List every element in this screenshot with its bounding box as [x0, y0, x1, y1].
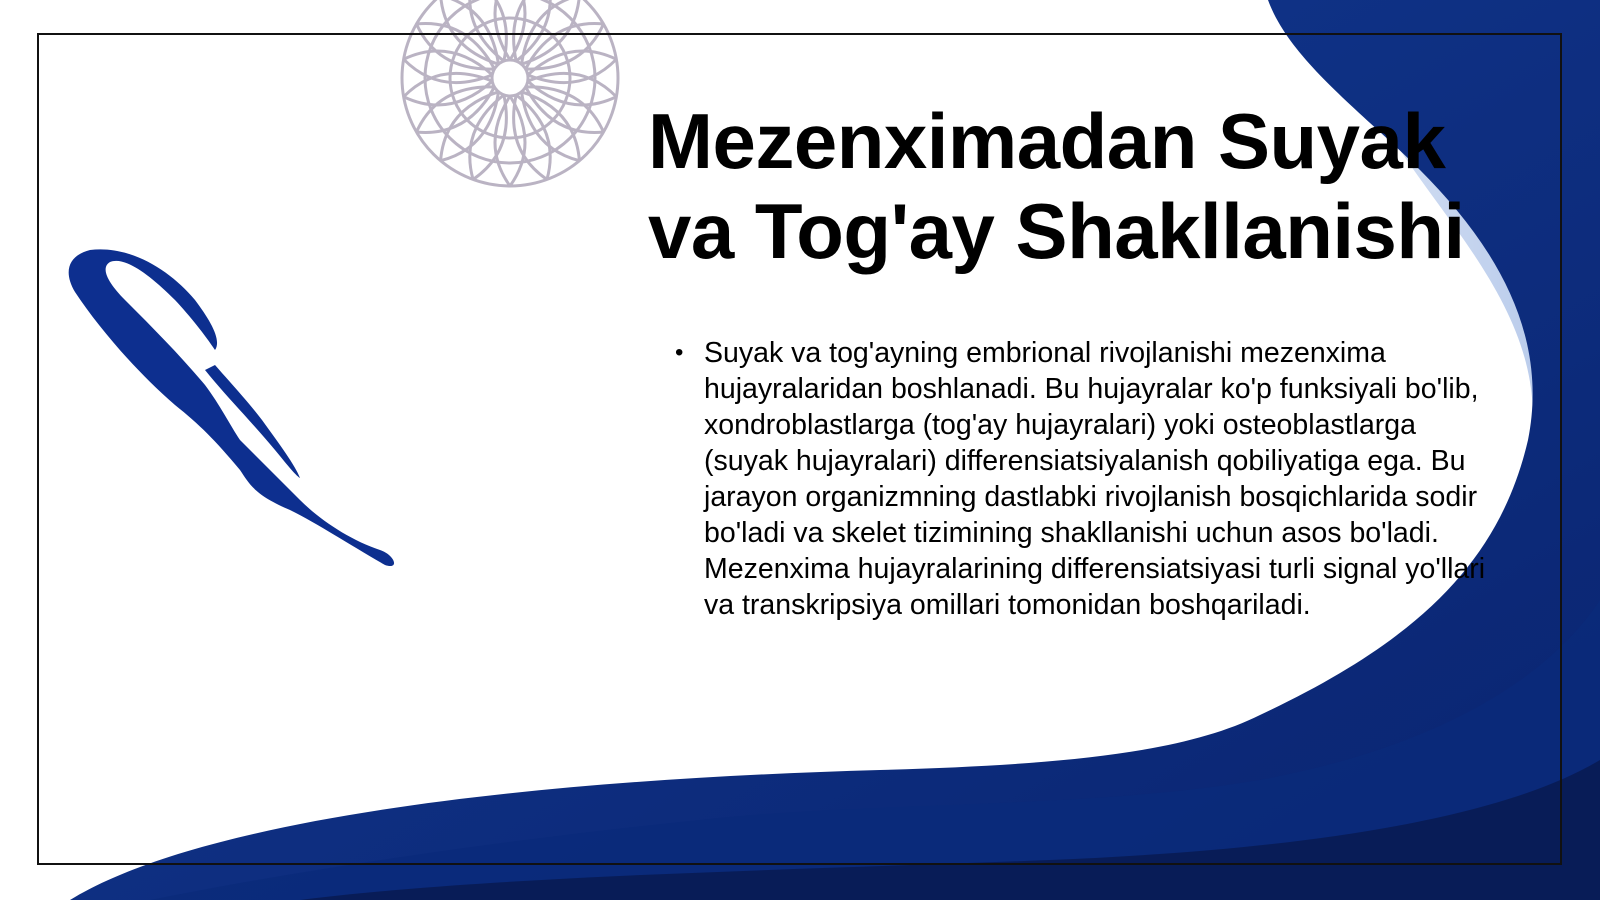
- slide-title: Mezenximadan Suyak va Tog'ay Shakllanishi: [648, 97, 1465, 275]
- bullet-text: Suyak va tog'ayning embrional rivojlanishi mezenxima hujayralaridan boshlanadi. Bu hujayralar ko'p funksiyali bo'lib, xondroblastlarga (tog'ay hujayralari) yoki osteoblastlarga (suyak hujayralari) differensiatsiyalanish qobiliyatiga ega. Bu jarayon organizmning dastlabki rivojlanish bosqichlarida sodir bo'ladi va skelet tizimining shakllanishi uchun asos bo'ladi. Mezenxima hujayralarining differensiatsiyasi turli signal yo'llari va transkripsiya omillari tomonidan boshqariladi.: [704, 337, 1486, 621]
- bullet-dot-icon: •: [675, 339, 684, 366]
- line-art-flower: [401, 0, 619, 186]
- blue-brush-stroke: [69, 249, 394, 566]
- bullet-list: [675, 335, 1505, 623]
- bullet-item: [675, 335, 1505, 623]
